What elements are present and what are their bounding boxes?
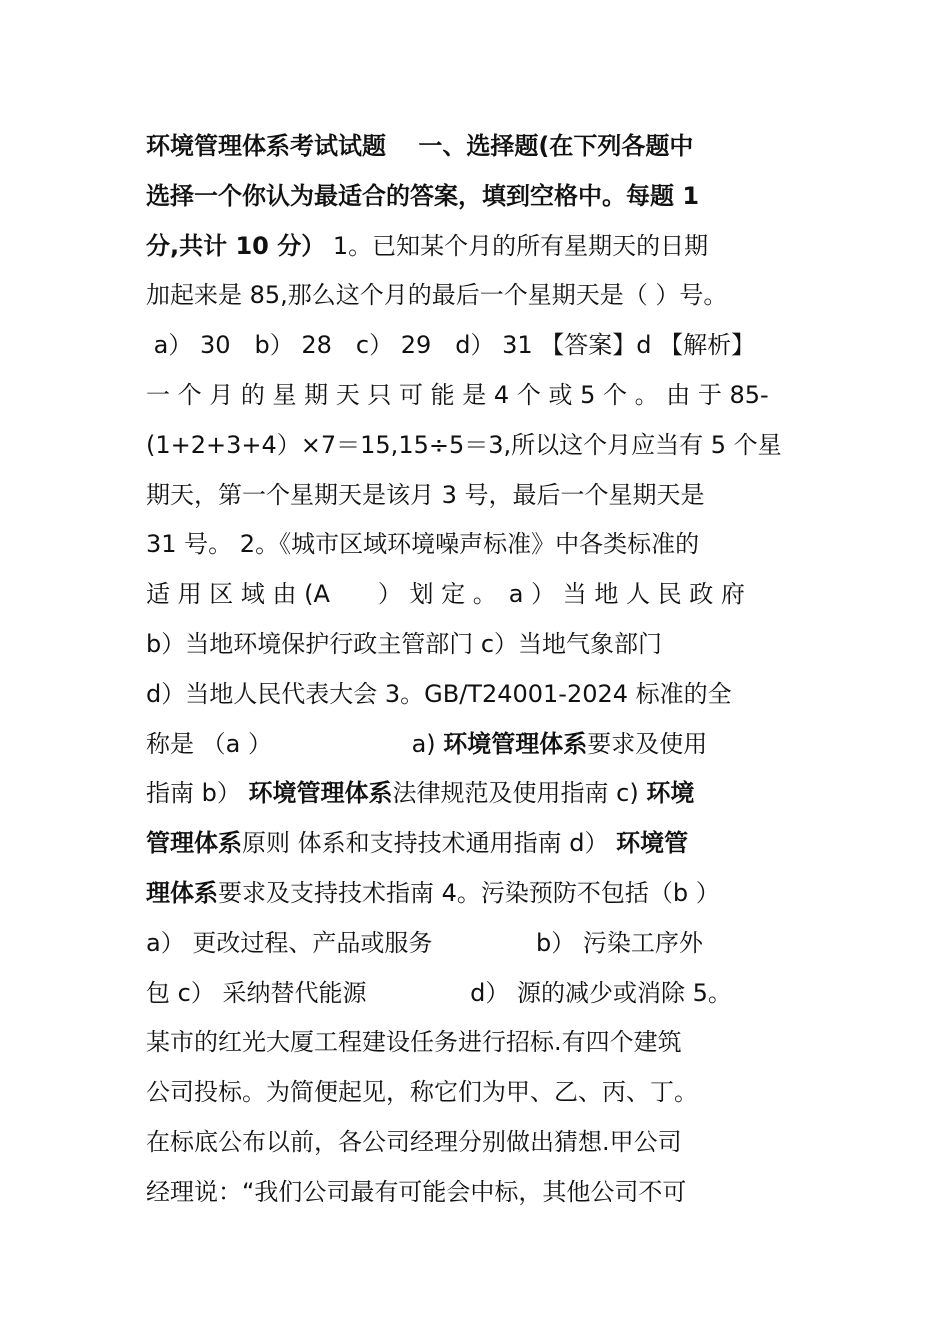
text-run: b）当地环境保护行政主管部门 c）当地气象部门 [146,629,663,658]
text-run: 经理说：“我们公司最有可能会中标，其他公司不可 [146,1177,687,1206]
text-line [146,421,808,471]
bold-text-run: 环境 [646,779,695,808]
text-line [146,570,808,620]
text-run: 要求及支持技术指南 4。污染预防不包括（b ） [218,878,720,907]
text-line [146,1118,808,1168]
exam-text-body [146,122,808,1218]
text-line [146,471,808,521]
text-line [146,1068,808,1118]
text-run: (1+2+3+4）×7＝15,15÷5＝3,所以这个月应当有 5 个星 [146,430,782,459]
text-line [146,1168,808,1218]
text-line [146,769,808,819]
text-run: 加起来是 85,那么这个月的最后一个星期天是（ ）号。 [146,281,728,310]
text-line [146,670,808,720]
text-run: a） 更改过程、产品或服务 b） 污染工序外 [146,928,703,957]
bold-text-run: 环境管理体系 [248,779,393,808]
text-run: 31 号。 2。《城市区域环境噪声标准》中各类标准的 [146,530,700,559]
text-run: 适 用 区 域 由 (A ） 划 定 。 a ） 当 地 人 民 政 府 [146,580,745,609]
text-run: 1。已知某个月的所有星期天的日期 [325,231,709,260]
text-line [146,720,808,770]
text-run: 包 c） 采纳替代能源 d） 源的减少或消除 5。 [146,978,732,1007]
text-run: 期天，第一个星期天是该月 3 号，最后一个星期天是 [146,480,705,509]
text-line [146,371,808,421]
bold-text-run: 环境管理体系 [443,729,588,758]
text-run: 某市的红光大厦工程建设任务进行招标.有四个建筑 [146,1028,682,1057]
text-line [146,122,808,172]
bold-text-run: 管理体系 [146,829,242,858]
text-line [146,172,808,222]
bold-text-run: 环境管理体系考试试题 一、选择题(在下列各题中 [146,132,694,160]
text-line [146,222,808,272]
text-run: 指南 b） [146,779,249,808]
text-run: 要求及使用 [587,729,708,758]
text-line [146,620,808,670]
text-run: 原则 体系和支持技术通用指南 d） [242,829,617,858]
text-run: 在标底公布以前，各公司经理分别做出猜想.甲公司 [146,1127,682,1156]
text-line [146,1018,808,1068]
text-run: 法律规范及使用指南 c) [392,779,647,808]
text-run: 一 个 月 的 星 期 天 只 可 能 是 4 个 或 5 个 。 由 于 85- [146,380,769,409]
bold-text-run: 分,共计 10 分） [146,231,326,260]
text-run: a） 30 b） 28 c） 29 d） 31 【答案】d 【解析】 [146,331,756,360]
text-run: 称是 （a ） a) [146,729,444,758]
text-run: 公司投标。为简便起见，称它们为甲、乙、丙、丁。 [146,1078,698,1107]
text-line [146,321,808,371]
text-line [146,869,808,919]
bold-text-run: 理体系 [146,878,218,907]
text-line [146,969,808,1019]
text-line [146,819,808,869]
text-run: d）当地人民代表大会 3。GB/T24001-2024 标准的全 [146,679,732,708]
text-line [146,520,808,570]
text-line [146,919,808,969]
text-line [146,271,808,321]
bold-text-run: 环境管 [616,829,689,858]
bold-text-run: 选择一个你认为最适合的答案，填到空格中。每题 1 [146,181,700,210]
